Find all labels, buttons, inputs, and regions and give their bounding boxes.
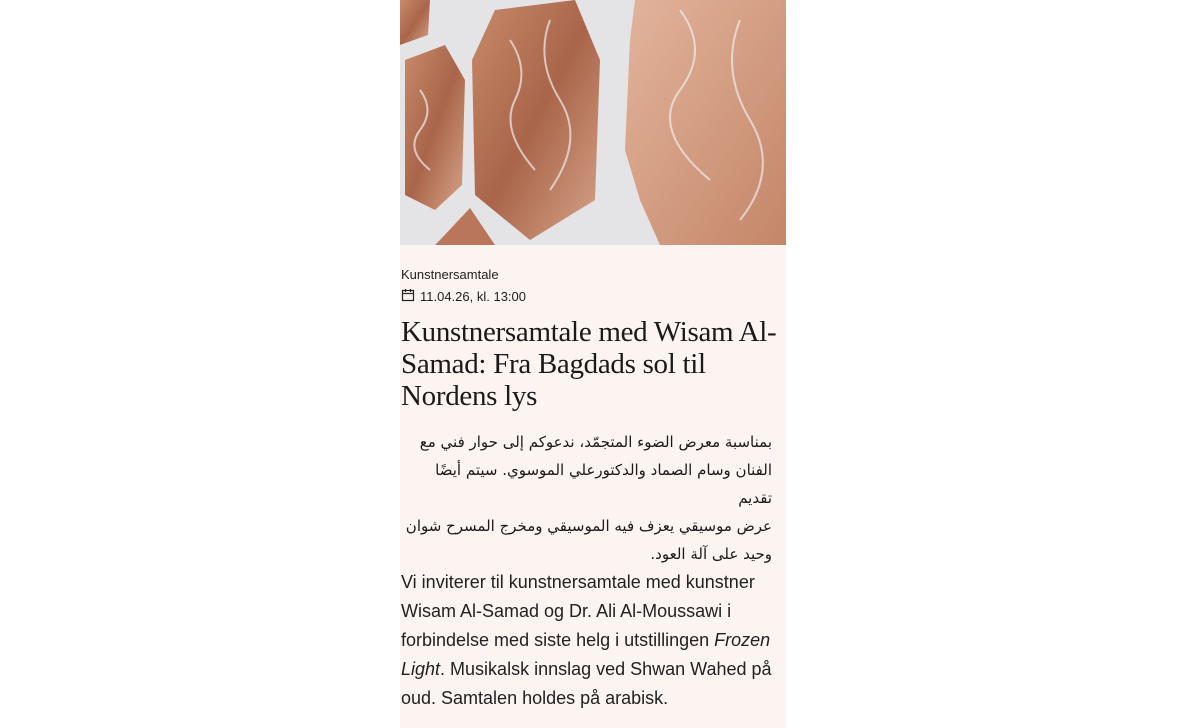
- event-category: Kunstnersamtale: [401, 267, 499, 282]
- arabic-description: [400, 428, 772, 568]
- event-title: Kunstnersamtale med Wisam Al-Samad: Fra Bagdads sol til Nordens lys: [401, 316, 777, 412]
- arabic-line: عرض موسيقي يعزف فيه الموسيقي ومخرج المسرح شوان: [405, 517, 772, 535]
- event-date: [401, 288, 526, 305]
- arabic-line: الفنان وسام الصماد والدكتورعلي الموسوي. سيتم أيضًا تقديم: [435, 461, 772, 507]
- arabic-line: بمناسبة معرض الضوء المتجمّد، ندعوكم إلى حوار فني مع: [419, 433, 772, 451]
- calendar-icon: [401, 288, 415, 305]
- event-image: [400, 0, 786, 245]
- norwegian-description: [401, 568, 786, 713]
- arabic-line: وحيد على آلة العود.: [650, 545, 772, 563]
- exhibition-name: Frozen Light: [401, 630, 771, 679]
- description-text-end: . Musikalsk innslag ved Shwan Wahed på oud. Samtalen holdes på arabisk.: [401, 659, 772, 708]
- event-date-text: 11.04.26, kl. 13:00: [420, 289, 527, 304]
- description-text: Vi inviterer til kunstnersamtale med kunstner Wisam Al-Samad og Dr. Ali Al-Moussawi i forbindelse med siste helg i utstillingen: [401, 572, 755, 650]
- event-card: [400, 0, 786, 728]
